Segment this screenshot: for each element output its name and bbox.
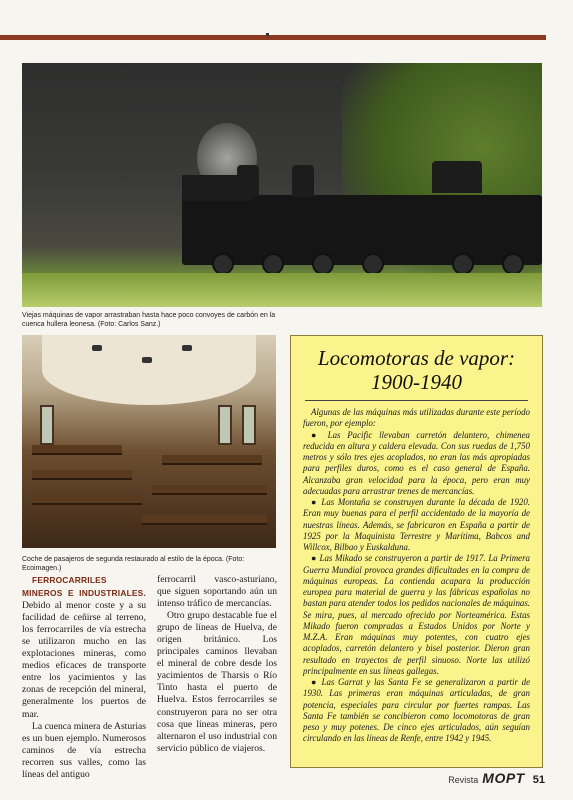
sidebar-item: ● Las Garrat y las Santa Fe se generalizaron a partir de 1930. Las primeras eran máquinas articuladas, de gran potencia, especiales para circular por fuertes rampas. Las Santa Fe también se concibieron como locomotoras de gran peso y muy potenes. De cinco ejes articulados, aún seguían circulando en las líneas de Renfe, entre 1942 y 1945. [303, 677, 531, 744]
paragraph: Otro grupo destacable fue el grupo de líneas de Huelva, de origen británico. Los principales caminos llevaban el mineral de cobre desde los yacimientos de Tharsis o Río Tinto hasta el puerto de Huelva. Estos ferrocarriles se construyeron para no ser otra cosa que líneas mineras, pero alternaron el uso industrial con servicio público de viajeros. [157, 610, 277, 754]
bullet-icon: ● [311, 497, 318, 507]
wooden-bench [152, 485, 267, 495]
footer-brand-logo: MOPT [482, 770, 525, 786]
ceiling-lamp [142, 357, 152, 363]
sidebar-intro: Algunas de las máquinas más utilizadas durante este período fueron, por ejemplo: [303, 407, 530, 429]
locomotive-dome [237, 165, 259, 197]
page-footer [448, 770, 545, 786]
coach-ceiling [42, 335, 256, 405]
locomotive-dome [292, 165, 314, 197]
ceiling-lamp [92, 345, 102, 351]
bullet-icon: ● [311, 677, 318, 687]
locomotive-wheel [502, 253, 524, 275]
locomotive-wheel [212, 253, 234, 275]
footer-revista: Revista [448, 775, 479, 785]
train-photo-caption: Viejas máquinas de vapor arrastraban hasta hace poco convoyes de carbón en la cuenca hullera leonesa. (Foto: Carlos Sanz.) [22, 312, 276, 328]
section-kicker: FERROCARRILES MINEROS E INDUSTRIALES. [22, 575, 146, 599]
page-number: 51 [532, 774, 545, 786]
sidebar-title-line: Locomotoras de vapor: [317, 346, 516, 370]
coach-window [218, 405, 232, 445]
sidebar-title-line: 1900-1940 [371, 370, 462, 394]
top-rule [0, 35, 546, 40]
sidebar-rule [305, 400, 528, 401]
coach-photo-caption: Coche de pasajeros de segunda restaurado al estilo de la época. (Foto: Ecoimagen.) [22, 556, 245, 572]
paragraph: ferrocarril vasco-asturiano, que siguen soportando aún un intenso tráfico de mercancías. [157, 574, 277, 610]
locomotive-wheel [312, 253, 334, 275]
bullet-icon: ● [311, 429, 321, 440]
paragraph: La cuenca minera de Asturias es un buen ejemplo. Numerosos caminos de vía estrecha recorren sus valles, como las líneas del antiguo [22, 720, 146, 780]
sidebar-body [303, 407, 530, 745]
locomotive-cab [432, 161, 482, 193]
sidebar-item: ● Las Pacific llevaban carretón delantero, chimenea reducida en altura y caldera elevada. Con sus ruedas de 1,750 metros y sólo tres ejes acoplados, no eran las más apropiadas para perfiles duros, como es el caso general de España. Alcanzaba gran velocidad para la época, pero eran muy adecuadas para arrastrar trenes de mercancías. [303, 429, 530, 496]
sidebar-item: ● Las Mikado se construyeron a partir de 1917. La Primera Guerra Mundial provoca grandes dificultades en la compra de máquinas europeas. La contienda acapara la producción europea para material de guerra y las fábricas españolas no bastan para atender todos los pedidos nacionales de máquinas. Se mira, pues, al mercado ofrecido por Norteamérica. Estas Mikado fueron compradas a Estados Unidos por Norte y M.Z.A. Eran máquinas muy potentes, con cuatro ejes acoplados, carretón delantero y bisel posterior. Dieron gran resultado en trayectos de perfil sinuoso. Norte las utilizó principalmente en sus líneas gallegas. [303, 553, 530, 676]
bullet-icon: ● [311, 553, 317, 564]
steam-train-photo [22, 63, 542, 307]
locomotive [182, 195, 542, 265]
locomotive-wheel [262, 253, 284, 275]
top-dot [266, 33, 269, 36]
sidebar-box [290, 335, 543, 768]
locomotive-wheel [362, 253, 384, 275]
locomotive-wheel [452, 253, 474, 275]
sidebar-title [303, 346, 530, 394]
wooden-bench [32, 470, 132, 480]
grass-ground [22, 273, 542, 307]
wooden-bench [162, 455, 262, 465]
ceiling-lamp [182, 345, 192, 351]
paragraph: Debido al menor coste y a su facilidad de ceñirse al terreno, los ferrocarriles de vía estrecha se utilizaron mucho en las explotaciones mineras, como medios eficaces de transporte entre los yacimientos y las zonas de recepción del mineral, generalmente los puertos de mar. [22, 600, 146, 720]
coach-window [242, 405, 256, 445]
passenger-coach-photo [22, 335, 276, 548]
wooden-bench [32, 445, 122, 455]
wooden-bench [142, 515, 267, 525]
sidebar-item: ● Las Montaña se construyen durante la década de 1920. Eran muy buenas para el perfil accidentado de la mayoría de nuestras líneas. Además, se fabricaron en España a partir de 1925 por la Maquinista Terrestre y Marítima, Babcos and Willcox, Bilbao y Euskalduna. [303, 497, 530, 552]
article-column-2 [157, 574, 277, 755]
coach-window [40, 405, 54, 445]
wooden-bench [32, 495, 142, 505]
article-column-1 [22, 574, 146, 781]
